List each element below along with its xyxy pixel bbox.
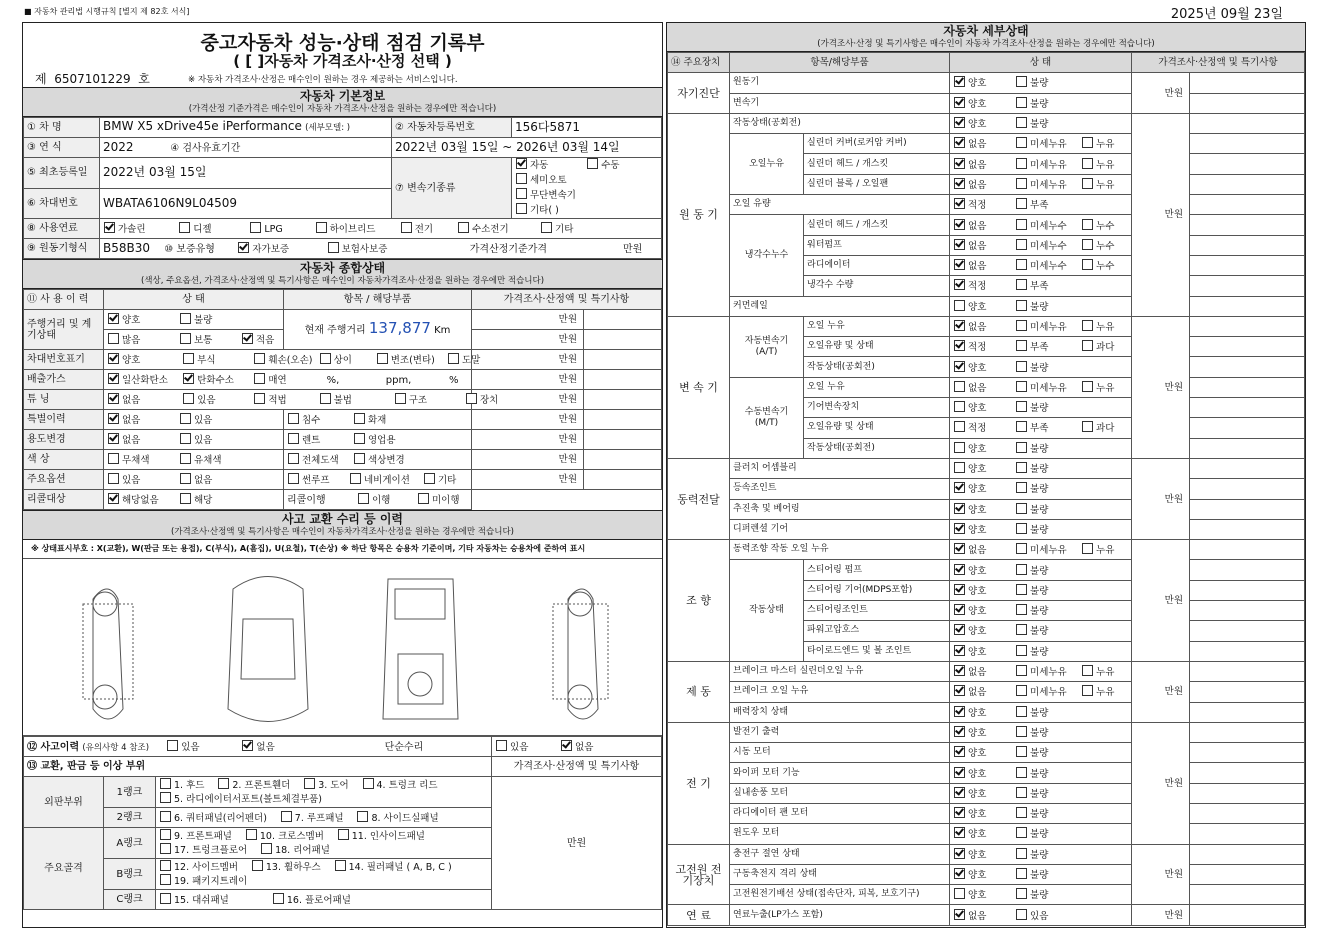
checkbox-icon[interactable] xyxy=(1016,888,1027,899)
checkbox-checked-icon[interactable] xyxy=(954,665,965,676)
checkbox-checked-icon xyxy=(516,158,527,169)
detail-row xyxy=(668,215,1305,235)
checkbox-icon[interactable] xyxy=(1016,543,1027,554)
detail-item: 브레이크 마스터 실린더오일 누유 xyxy=(730,661,950,681)
document-subtitle: ( [ ]자동차 가격조사·산정 선택 ) xyxy=(233,52,452,70)
checkbox-icon[interactable] xyxy=(1016,665,1027,676)
detail-status: 없음 미세누유 누유 xyxy=(950,682,1132,702)
checkbox-checked-icon[interactable] xyxy=(954,909,965,920)
detail-status: 적정 부족 과다 xyxy=(950,337,1132,357)
checkbox-icon[interactable] xyxy=(1016,584,1027,595)
checkbox-icon[interactable] xyxy=(1016,239,1027,250)
detail-row xyxy=(668,682,1305,702)
detail-group-name: 제 동 xyxy=(668,661,730,722)
checkbox-checked-icon[interactable] xyxy=(954,198,965,209)
price-cell: 만원 xyxy=(1132,316,1190,458)
detail-status: 없음 미세누유 누유 xyxy=(950,316,1132,336)
detail-row xyxy=(668,783,1305,803)
checkbox-icon xyxy=(179,222,190,233)
engine-type: B58B30 xyxy=(103,241,151,255)
checkbox-icon[interactable] xyxy=(1016,320,1027,331)
detail-item: 오일 누유 xyxy=(804,377,950,397)
detail-row xyxy=(668,195,1305,215)
detail-status: 양호 불량 xyxy=(950,763,1132,783)
detail-row xyxy=(668,377,1305,397)
price-cell: 만원 xyxy=(1132,661,1190,722)
checkbox-checked-icon[interactable] xyxy=(954,97,965,108)
right-panel xyxy=(666,22,1306,928)
model-year: 2022 xyxy=(103,139,134,154)
price-cell: 만원 xyxy=(1132,73,1190,114)
checkbox-icon[interactable] xyxy=(1016,219,1027,230)
document-number: 제 6507101229 호 xyxy=(35,72,150,86)
detail-row xyxy=(668,73,1305,93)
checkbox-icon xyxy=(250,222,261,233)
basic-info-header: 자동차 기본정보 (가격산정 기준가격은 매수인이 자동차 가격조사·산정을 원하는 경우에만 적습니다) xyxy=(23,87,662,117)
detail-status: 양호 불량 xyxy=(950,844,1132,864)
checkbox-icon xyxy=(328,242,339,253)
checkbox-icon[interactable] xyxy=(1016,462,1027,473)
detail-item: 라디에이터 팬 모터 xyxy=(730,803,950,823)
checkbox-checked-icon[interactable] xyxy=(954,767,965,778)
detail-item: 스티어링 펌프 xyxy=(804,560,950,580)
detail-row xyxy=(668,93,1305,113)
detail-row xyxy=(668,763,1305,783)
checkbox-icon[interactable] xyxy=(1016,807,1027,818)
checkbox-icon[interactable] xyxy=(1016,178,1027,189)
inspection-date: 2025년 09월 23일 xyxy=(1170,7,1283,22)
checkbox-icon[interactable] xyxy=(1082,340,1093,351)
detail-row xyxy=(668,560,1305,580)
detail-row xyxy=(668,864,1305,884)
detail-item: 오일 누유 xyxy=(804,316,950,336)
detail-status: 양호 불량 xyxy=(950,479,1132,499)
detail-group-name: 원 동 기 xyxy=(668,113,730,316)
checkbox-icon[interactable] xyxy=(954,442,965,453)
car-outline-diagram xyxy=(23,559,661,735)
overall-status-table: ⑪ 사 용 이 력 상 태 항목 / 해당부품 가격조사·산정액 및 특기사항 주행거리 및 계기상태 양호 불량 현재 주행거리 137,877 Km 만원 많음 보통 적음 만원 차대번호표기 양호 부식 훼손(오손) 상이 변조(변타) 도말 만원 배출가스 일산화탄소 탄화수소 매연 %, ppm, % 만원 튜 닝 없음 있음 적법 불법 구조 장치 만원 특별이력 없음 있음 침수 화재 만원 용도변경 없음 있음 렌트 영업용 만원 색 상 무채색 유채색 전체도색 색상변경 만원 주요옵션 있음 없음 썬루프 네비게이션 기타 만원 리콜대상 해당없음 해당 리콜이행 이행 미이행 xyxy=(23,289,662,510)
checkbox-icon[interactable] xyxy=(1016,279,1027,290)
detail-status: 양호 불량 xyxy=(950,438,1132,458)
checkbox-icon[interactable] xyxy=(1016,76,1027,87)
detail-row xyxy=(668,844,1305,864)
checkbox-checked-icon[interactable] xyxy=(954,279,965,290)
checkbox-icon[interactable] xyxy=(1082,543,1093,554)
basic-info-table: ① 차 명 BMW X5 xDrive45e iPerformance (세부모델: ) ② 자동차등록번호 156다5871 ③ 연 식 2022 ④ 검사유효기간 2022년 03월 15일 ~ 2026년 03월 14일 ⑤ 최초등록일 2022년 03월 15일 ⑦ 변속기종류 자동 수동 세미오토 무단변속기 기타( ) ⑥ 차대번호 WBATA6106N9L04509 ⑧ 사용연료 가솔린 디젤 LPG 하이브리드 전기 수소전기 기타 ⑨ 원동기형식 B58B30 ⑩ 보증유형 자가보증 보험사보증 가격산정기준가격 만원 xyxy=(23,117,662,259)
detail-status: 양호 불량 xyxy=(950,702,1132,722)
detail-subgroup: 냉각수누수 xyxy=(730,215,804,296)
checkbox-icon[interactable] xyxy=(1082,158,1093,169)
detail-item: 와이퍼 모터 기능 xyxy=(730,763,950,783)
checkbox-checked-icon[interactable] xyxy=(954,361,965,372)
checkbox-checked-icon[interactable] xyxy=(954,482,965,493)
detail-row xyxy=(668,316,1305,336)
checkbox-checked-icon[interactable] xyxy=(954,523,965,534)
detail-row xyxy=(668,722,1305,742)
detail-status: 양호 불량 xyxy=(950,641,1132,661)
checkbox-icon[interactable] xyxy=(1082,381,1093,392)
detail-row xyxy=(668,479,1305,499)
checkbox-checked-icon[interactable] xyxy=(954,827,965,838)
service-note: ※ 자동차 가격조사·산정은 매수인이 원하는 경우 제공하는 서비스입니다. xyxy=(188,75,458,85)
detail-status: 없음 미세누수 누수 xyxy=(950,255,1132,275)
checkbox-checked-icon[interactable] xyxy=(954,259,965,270)
detail-status: 양호 불량 xyxy=(950,824,1132,844)
checkbox-checked-icon[interactable] xyxy=(954,685,965,696)
detail-status: 양호 불량 xyxy=(950,93,1132,113)
checkbox-checked-icon[interactable] xyxy=(954,158,965,169)
price-cell: 만원 xyxy=(1132,722,1190,844)
detail-item: 기어변속장치 xyxy=(804,398,950,418)
checkbox-checked-icon[interactable] xyxy=(954,604,965,615)
checkbox-checked-icon[interactable] xyxy=(954,503,965,514)
checkbox-icon[interactable] xyxy=(954,381,965,392)
checkbox-icon[interactable] xyxy=(1016,726,1027,737)
checkbox-icon[interactable] xyxy=(954,300,965,311)
detail-item: 실린더 헤드 / 개스킷 xyxy=(804,154,950,174)
detail-status: 적정 부족 xyxy=(950,276,1132,296)
detail-item: 등속조인트 xyxy=(730,479,950,499)
detail-status: 양호 불량 xyxy=(950,864,1132,884)
checkbox-icon[interactable] xyxy=(1016,868,1027,879)
detail-item: 발전기 출력 xyxy=(730,722,950,742)
detail-status-header: 자동차 세부상태 (가격조사·산정 및 특기사항은 매수인이 자동차 가격조사·산정을 원하는 경우에만 적습니다) xyxy=(667,23,1305,52)
checkbox-icon[interactable] xyxy=(1016,259,1027,270)
vehicle-diagram xyxy=(23,559,662,736)
checkbox-icon[interactable] xyxy=(1016,787,1027,798)
detail-item: 실린더 헤드 / 개스킷 xyxy=(804,215,950,235)
detail-status: 없음 미세누유 누유 xyxy=(950,661,1132,681)
detail-item: 디퍼렌셜 기어 xyxy=(730,519,950,539)
checkbox-icon[interactable] xyxy=(1016,137,1027,148)
detail-item: 커먼레일 xyxy=(730,296,950,316)
detail-status: 양호 불량 xyxy=(950,560,1132,580)
checkbox-icon[interactable] xyxy=(1016,482,1027,493)
detail-item: 원동기 xyxy=(730,73,950,93)
parts-table: ⑫ 사고이력 (유의사항 4 참조) 있음 없음 단순수리 있음 없음 ⑬ 교환, 판금 등 이상 부위 가격조사·산정액 및 특기사항 외판부위 1랭크 1. 후드 2. 프론트휀더 3. 도어 4. 트렁크 리드 5. 라디에이터서포트(볼트체결부품) 만원 2랭크 6. 쿼터패널(리어펜더) 7. 루프패널 8. 사이드실패널 주요골격 A랭크 9. 프론트패널 10. 크로스멤버 11. 인사이드패널 17. 트렁크플로어 18. 리어패널 B랭크 12. 사이드멤버 13. 휠하우스 14. 필러패널 ( A, B, C ) 19. 패키지트레이 C랭크 15. 대쉬패널 16. 플로어패널 xyxy=(23,736,662,910)
checkbox-icon[interactable] xyxy=(1082,178,1093,189)
checkbox-icon[interactable] xyxy=(954,421,965,432)
detail-group-name: 변 속 기 xyxy=(668,316,730,458)
checkbox-icon[interactable] xyxy=(1016,604,1027,615)
checkbox-icon[interactable] xyxy=(1016,827,1027,838)
checkbox-checked-icon[interactable] xyxy=(954,848,965,859)
detail-row xyxy=(668,113,1305,133)
checkbox-icon xyxy=(516,173,527,184)
checkbox-checked-icon[interactable] xyxy=(954,137,965,148)
checkbox-icon[interactable] xyxy=(1016,361,1027,372)
detail-group-name: 고전원 전기장치 xyxy=(668,844,730,905)
detail-item: 동력조향 작동 오일 누유 xyxy=(730,540,950,560)
inspection-validity: 2022년 03월 15일 ~ 2026년 03월 14일 xyxy=(392,138,662,158)
detail-status: 없음 미세누수 누수 xyxy=(950,215,1132,235)
detail-row xyxy=(668,885,1305,905)
checkbox-icon[interactable] xyxy=(1082,685,1093,696)
detail-row xyxy=(668,458,1305,478)
detail-group-name: 전 기 xyxy=(668,722,730,844)
checkbox-icon[interactable] xyxy=(1016,117,1027,128)
detail-item: 윈도우 모터 xyxy=(730,824,950,844)
checkbox-checked-icon[interactable] xyxy=(954,76,965,87)
checkbox-icon[interactable] xyxy=(1016,340,1027,351)
transmission-options: 자동 수동 세미오토 무단변속기 기타( ) xyxy=(512,158,662,219)
car-name: BMW X5 xDrive45e iPerformance xyxy=(103,119,302,133)
document-title: 중고자동차 성능·상태 점검 기록부 xyxy=(200,32,485,54)
detail-group-name: 자기진단 xyxy=(668,73,730,114)
checkbox-icon[interactable] xyxy=(1016,523,1027,534)
detail-status: 양호 불량 xyxy=(950,601,1132,621)
checkbox-checked-icon[interactable] xyxy=(954,787,965,798)
detail-item: 작동상태(공회전) xyxy=(804,357,950,377)
detail-row xyxy=(668,905,1305,925)
detail-status-table: ⑭ 주요장치 항목/해당부품 상 태 가격조사·산정액 및 특기사항 자기진단 원동기 양호 불량 만원 변속기 양호 불량 원 동 기 작동상태(공회전) 양호 불량 만원 오일누유 실린더 커버(로커암 커버) 없음 미세누유 누유 실린더 헤드 / 개스킷 없음 미세누유 누유 실린더 블록 / 오일팬 없음 미세누유 누유 오일 유량 적정 부족 냉각수누수 실린더 헤드 / 개스킷 없음 미세누수 누수 워터펌프 없음 미세누수 누수 라디에이터 없음 미세누수 누수 냉각수 수량 적정 부족 커먼레일 양호 불량 변 속 기 자동변속기 (A/T) 오일 누유 없음 미세누유 누유 만원 오일유량 및 상태 적정 부족 과다 작동상태(공회전) 양호 불량 수동변속기 (M/T) 오일 누유 없음 미세누유 누유 기어변속장치 양호 불량 오일유량 및 상태 적정 부족 과다 작동상태(공회전) 양호 불량 동력전달 클러치 어셈블리 양호 불량 만원 등속조인트 양호 불량 추진축 및 베어링 양호 불량 디퍼렌셜 기어 양호 불량 조 향 동력조향 작동 오일 누유 없음 미세누유 누유 만원 작동상태 스티어링 펌프 양호 불량 스티어링 기어(MDPS포함) 양호 불량 스티어링조인트 양호 불량 파워고압호스 양호 불량 타이로드엔드 및 볼 조인트 양호 불량 제 동 브레이크 마스터 실린더오일 누유 없음 미세누유 누유 만원 브레이크 오일 누유 없음 미세누유 누유 배력장치 상태 양호 불량 전 기 발전기 출력 양호 불량 만원 시동 모터 양호 불량 와이퍼 모터 기능 양호 불량 실내송풍 모터 양호 불량 라디에이터 팬 모터 양호 불량 윈도우 모터 양호 불량 고전원 전기장치 충전구 절연 상태 양호 불량 만원 구동축전지 격리 상태 양호 불량 고전원전기배선 상태(접속단자, 피복, 보호기구) 양호 불량 연 료 연료누출(LP가스 포함) 없음 있음 만원 xyxy=(667,52,1305,926)
detail-status: 양호 불량 xyxy=(950,722,1132,742)
checkbox-icon[interactable] xyxy=(1082,137,1093,148)
detail-row xyxy=(668,296,1305,316)
checkbox-checked-icon xyxy=(238,242,249,253)
detail-status: 없음 미세누유 누유 xyxy=(950,174,1132,194)
detail-status: 적정 부족 xyxy=(950,195,1132,215)
checkbox-icon[interactable] xyxy=(1016,401,1027,412)
detail-item: 클러치 어셈블리 xyxy=(730,458,950,478)
detail-item: 오일 유량 xyxy=(730,195,950,215)
checkbox-checked-icon[interactable] xyxy=(954,564,965,575)
checkbox-checked-icon[interactable] xyxy=(954,584,965,595)
checkbox-icon xyxy=(458,222,469,233)
document-header xyxy=(23,23,662,87)
detail-item: 스티어링조인트 xyxy=(804,601,950,621)
detail-row xyxy=(668,540,1305,560)
price-cell: 만원 xyxy=(1132,844,1190,905)
checkbox-icon[interactable] xyxy=(1082,320,1093,331)
checkbox-icon[interactable] xyxy=(1016,421,1027,432)
detail-row xyxy=(668,519,1305,539)
fuel-options: 가솔린 디젤 LPG 하이브리드 전기 수소전기 기타 xyxy=(100,219,662,239)
detail-group-name: 동력전달 xyxy=(668,458,730,539)
detail-status: 양호 불량 xyxy=(950,113,1132,133)
detail-item: 실내송풍 모터 xyxy=(730,783,950,803)
checkbox-icon[interactable] xyxy=(954,888,965,899)
checkbox-checked-icon[interactable] xyxy=(954,178,965,189)
detail-status: 양호 불량 xyxy=(950,519,1132,539)
checkbox-checked-icon[interactable] xyxy=(954,117,965,128)
price-cell: 만원 xyxy=(1132,540,1190,662)
checkbox-icon[interactable] xyxy=(1082,421,1093,432)
mileage-reading: 현재 주행거리 137,877 Km xyxy=(284,310,472,350)
detail-item: 냉각수 수량 xyxy=(804,276,950,296)
detail-status: 없음 미세누유 누유 xyxy=(950,154,1132,174)
detail-item: 타이로드엔드 및 볼 조인트 xyxy=(804,641,950,661)
detail-subgroup: 자동변속기 (A/T) xyxy=(730,316,804,377)
price-cell: 만원 xyxy=(1132,113,1190,316)
checkbox-icon xyxy=(316,222,327,233)
detail-item: 추진축 및 베어링 xyxy=(730,499,950,519)
checkbox-icon xyxy=(516,203,527,214)
checkbox-icon[interactable] xyxy=(1016,767,1027,778)
detail-status: 없음 미세누유 누유 xyxy=(950,134,1132,154)
checkbox-icon xyxy=(516,188,527,199)
detail-item: 파워고압호스 xyxy=(804,621,950,641)
detail-status: 양호 불량 xyxy=(950,458,1132,478)
checkbox-icon[interactable] xyxy=(1082,665,1093,676)
detail-item: 고전원전기배선 상태(접속단자, 피복, 보호기구) xyxy=(730,885,950,905)
detail-item: 시동 모터 xyxy=(730,743,950,763)
checkbox-checked-icon[interactable] xyxy=(954,706,965,717)
checkbox-icon[interactable] xyxy=(1016,645,1027,656)
checkbox-checked-icon[interactable] xyxy=(954,726,965,737)
checkbox-checked-icon[interactable] xyxy=(954,868,965,879)
detail-group-name: 연 료 xyxy=(668,905,730,925)
checkbox-checked-icon[interactable] xyxy=(954,239,965,250)
detail-row xyxy=(668,499,1305,519)
accident-history-header: 사고 교환 수리 등 이력 (가격조사·산정액 및 특기사항은 매수인이 자동차가격조사·산정을 원하는 경우에만 적습니다) xyxy=(23,510,662,540)
detail-item: 충전구 절연 상태 xyxy=(730,844,950,864)
status-symbol-legend: ※ 상태표시부호 : X(교환), W(판금 또는 용접), C(부식), A(흠집), U(요철), T(손상) ※ 하단 항목은 승용차 기준이며, 기타 자동차는 승용차에 준하여 표시 xyxy=(23,540,662,559)
checkbox-checked-icon[interactable] xyxy=(954,340,965,351)
checkbox-icon[interactable] xyxy=(1016,198,1027,209)
checkbox-icon[interactable] xyxy=(1082,239,1093,250)
detail-item: 배력장치 상태 xyxy=(730,702,950,722)
registration-number: 156다5871 xyxy=(512,118,662,138)
checkbox-icon[interactable] xyxy=(1016,624,1027,635)
checkbox-icon[interactable] xyxy=(1016,158,1027,169)
detail-item: 워터펌프 xyxy=(804,235,950,255)
detail-item: 오일유량 및 상태 xyxy=(804,337,950,357)
checkbox-checked-icon xyxy=(104,222,115,233)
detail-item: 브레이크 오일 누유 xyxy=(730,682,950,702)
price-cell: 만원 xyxy=(1132,458,1190,539)
detail-row xyxy=(668,702,1305,722)
detail-status: 없음 미세누수 누수 xyxy=(950,235,1132,255)
detail-status: 양호 불량 xyxy=(950,296,1132,316)
detail-status: 양호 불량 xyxy=(950,743,1132,763)
detail-status: 양호 불량 xyxy=(950,783,1132,803)
detail-row xyxy=(668,824,1305,844)
detail-item: 작동상태(공회전) xyxy=(804,438,950,458)
detail-group-name: 조 향 xyxy=(668,540,730,662)
detail-item: 실린더 커버(로커암 커버) xyxy=(804,134,950,154)
checkbox-icon[interactable] xyxy=(1016,300,1027,311)
checkbox-icon[interactable] xyxy=(954,401,965,412)
detail-status: 양호 불량 xyxy=(950,398,1132,418)
checkbox-checked-icon[interactable] xyxy=(954,543,965,554)
checkbox-checked-icon[interactable] xyxy=(954,219,965,230)
detail-item: 변속기 xyxy=(730,93,950,113)
checkbox-checked-icon[interactable] xyxy=(954,746,965,757)
detail-item: 연료누출(LP가스 포함) xyxy=(730,905,950,925)
vin: WBATA6106N9L04509 xyxy=(100,188,392,219)
detail-item: 실린더 블록 / 오일팬 xyxy=(804,174,950,194)
checkbox-icon[interactable] xyxy=(1016,706,1027,717)
checkbox-icon[interactable] xyxy=(1016,746,1027,757)
checkbox-checked-icon[interactable] xyxy=(954,320,965,331)
checkbox-icon[interactable] xyxy=(1016,909,1027,920)
detail-status: 없음 미세누유 누유 xyxy=(950,540,1132,560)
detail-item: 오일유량 및 상태 xyxy=(804,418,950,438)
detail-row xyxy=(668,661,1305,681)
checkbox-icon[interactable] xyxy=(1016,442,1027,453)
checkbox-checked-icon[interactable] xyxy=(954,807,965,818)
detail-subgroup: 작동상태 xyxy=(730,560,804,661)
detail-row xyxy=(668,743,1305,763)
detail-status: 양호 불량 xyxy=(950,73,1132,93)
checkbox-icon[interactable] xyxy=(1016,685,1027,696)
detail-item: 작동상태(공회전) xyxy=(730,113,950,133)
checkbox-icon[interactable] xyxy=(1082,259,1093,270)
checkbox-icon[interactable] xyxy=(1016,564,1027,575)
detail-status: 양호 불량 xyxy=(950,499,1132,519)
detail-status: 양호 불량 xyxy=(950,580,1132,600)
detail-status: 양호 불량 xyxy=(950,885,1132,905)
detail-status: 없음 미세누유 누유 xyxy=(950,377,1132,397)
detail-row xyxy=(668,134,1305,154)
checkbox-icon[interactable] xyxy=(1016,97,1027,108)
checkbox-icon xyxy=(401,222,412,233)
checkbox-checked-icon[interactable] xyxy=(954,645,965,656)
first-registration: 2022년 03월 15일 xyxy=(100,158,392,189)
form-reference-note: ■ 자동차 관리법 시행규칙 [별지 제 82호 서식] xyxy=(24,7,190,16)
checkbox-icon[interactable] xyxy=(954,462,965,473)
detail-status: 적정 부족 과다 xyxy=(950,418,1132,438)
checkbox-icon[interactable] xyxy=(1082,219,1093,230)
detail-status: 양호 불량 xyxy=(950,357,1132,377)
overall-status-header: 자동차 종합상태 (색상, 주요옵션, 가격조사·산정액 및 특기사항은 매수인이 자동차가격조사·산정을 원하는 경우에만 적습니다) xyxy=(23,259,662,289)
checkbox-icon xyxy=(587,158,598,169)
checkbox-icon[interactable] xyxy=(1016,503,1027,514)
detail-row xyxy=(668,803,1305,823)
checkbox-checked-icon[interactable] xyxy=(954,624,965,635)
detail-status: 양호 불량 xyxy=(950,803,1132,823)
detail-status: 양호 불량 xyxy=(950,621,1132,641)
detail-status: 없음 있음 xyxy=(950,905,1132,925)
detail-subgroup: 수동변속기 (M/T) xyxy=(730,377,804,458)
detail-item: 라디에이터 xyxy=(804,255,950,275)
checkbox-icon[interactable] xyxy=(1016,848,1027,859)
detail-item: 구동축전지 격리 상태 xyxy=(730,864,950,884)
checkbox-icon[interactable] xyxy=(1016,381,1027,392)
price-cell: 만원 xyxy=(1132,905,1190,925)
detail-item: 스티어링 기어(MDPS포함) xyxy=(804,580,950,600)
detail-subgroup: 오일누유 xyxy=(730,134,804,195)
left-panel xyxy=(22,22,663,928)
checkbox-icon xyxy=(541,222,552,233)
